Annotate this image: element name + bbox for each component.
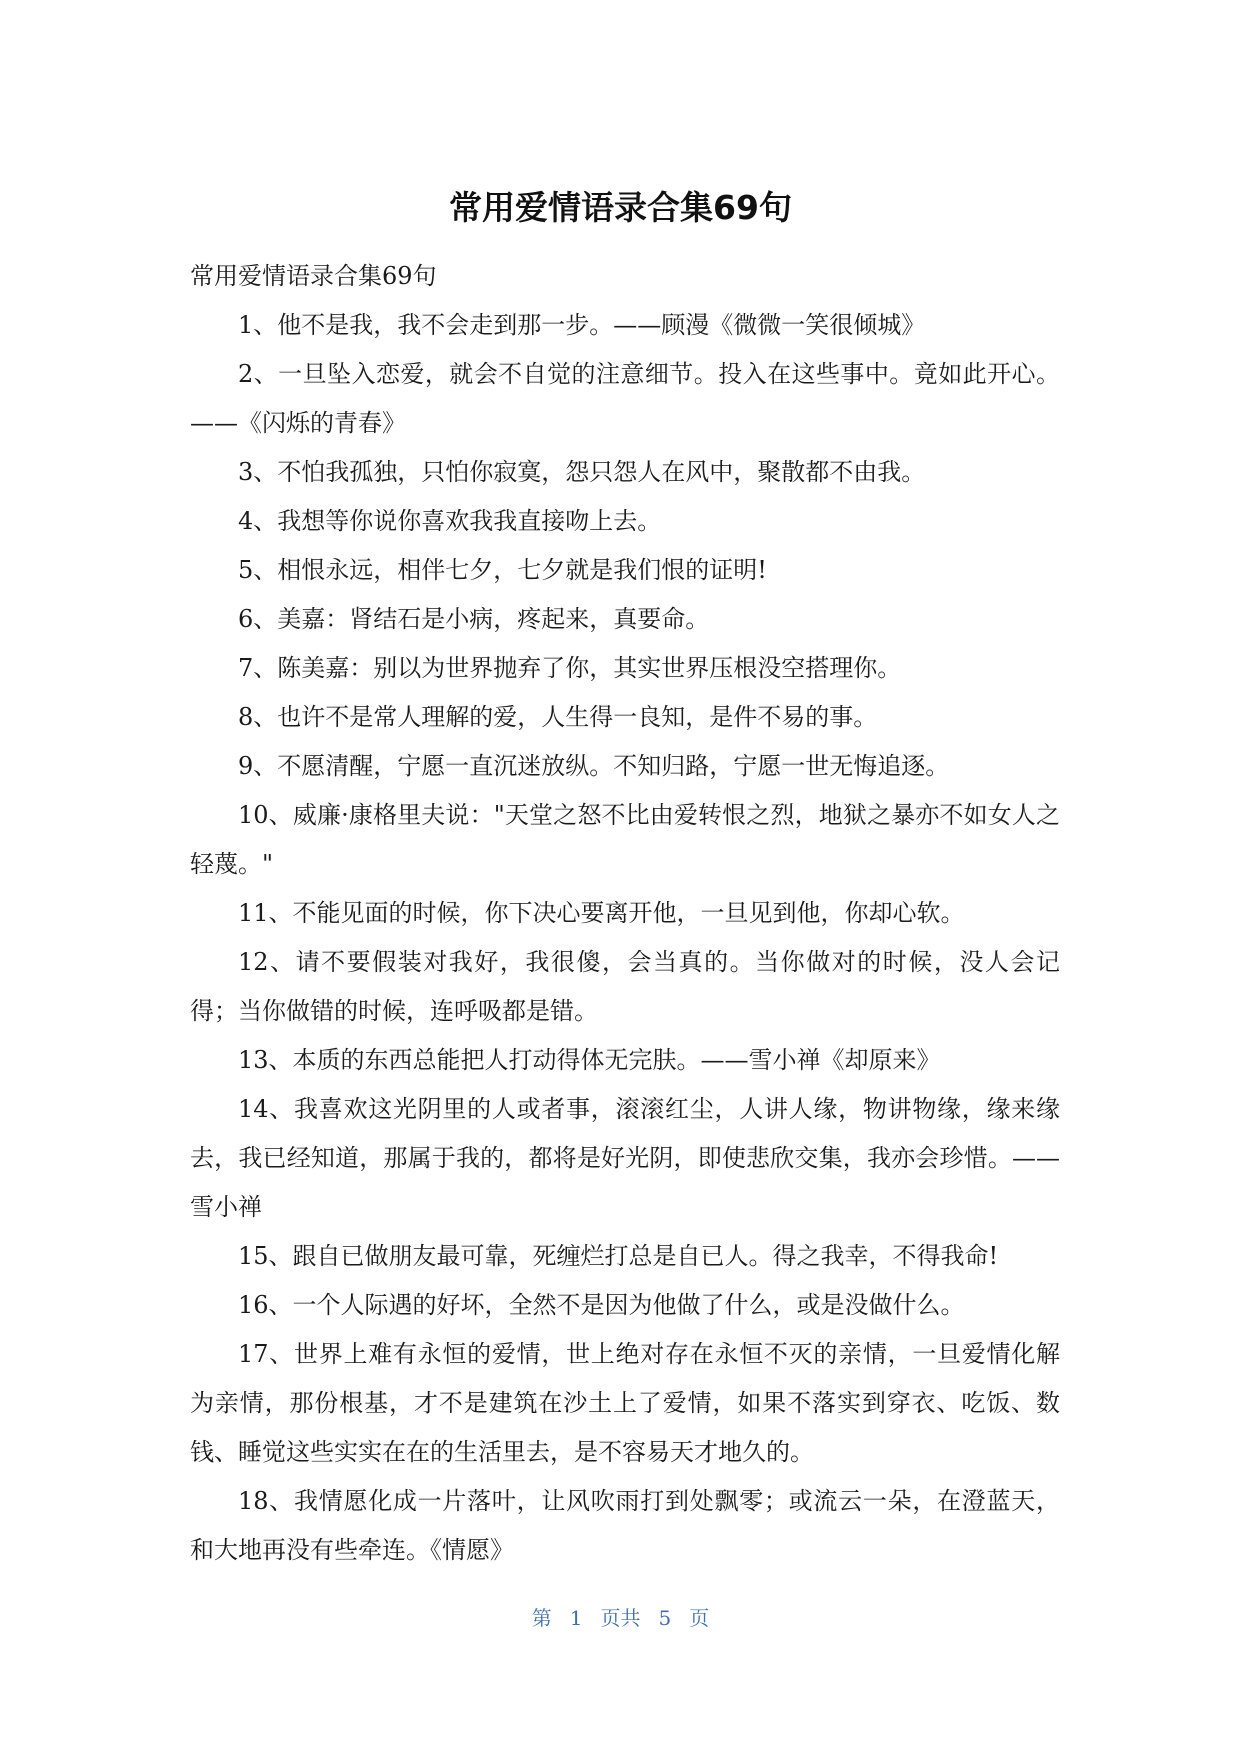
- quote-item: 6、美嘉：肾结石是小病，疼起来，真要命。: [238, 605, 710, 633]
- document-title: 常用爱情语录合集69句: [449, 188, 792, 227]
- quote-item: 7、陈美嘉：别以为世界抛弃了你，其实世界压根没空搭理你。: [238, 654, 902, 682]
- quote-item: 2、一旦坠入恋爱，就会不自觉的注意细节。投入在这些事中。竟如此开心。——《闪烁的青春》: [190, 360, 1060, 437]
- page-footer: [0, 1604, 1241, 1632]
- quote-item: 12、请不要假装对我好，我很傻，会当真的。当你做对的时候，没人会记得；当你做错的时候，连呼吸都是错。: [190, 948, 1060, 1025]
- quote-item: 3、不怕我孤独，只怕你寂寞，怨只怨人在风中，聚散都不由我。: [238, 458, 926, 486]
- document-body: [190, 252, 1060, 1575]
- footer-word-page: 第: [531, 1606, 552, 1630]
- quote-item: 14、我喜欢这光阴里的人或者事，滚滚红尘，人讲人缘，物讲物缘，缘来缘去，我已经知道，那属于我的，都将是好光阴，即使悲欣交集，我亦会珍惜。——雪小禅: [190, 1095, 1060, 1221]
- quote-item: 1、他不是我，我不会走到那一步。——顾漫《微微一笑很倾城》: [238, 311, 926, 339]
- footer-word-end: 页: [689, 1606, 710, 1630]
- quote-item: 17、世界上难有永恒的爱情，世上绝对存在永恒不灭的亲情，一旦爱情化解为亲情，那份根基，才不是建筑在沙土上了爱情，如果不落实到穿衣、吃饭、数钱、睡觉这些实实在在的生活里去，是不容易天才地久的。: [190, 1340, 1060, 1466]
- quote-item: 9、不愿清醒，宁愿一直沉迷放纵。不知归路，宁愿一世无悔追逐。: [238, 752, 950, 780]
- quote-item: 11、不能见面的时候，你下决心要离开他，一旦见到他，你却心软。: [238, 899, 965, 927]
- quote-item: 18、我情愿化成一片落叶，让风吹雨打到处飘零；或流云一朵，在澄蓝天，和大地再没有些牵连。《情愿》: [190, 1487, 1060, 1564]
- total-pages-number: 5: [658, 1606, 672, 1630]
- quote-item: 8、也许不是常人理解的爱，人生得一良知，是件不易的事。: [238, 703, 878, 731]
- footer-word-total: 页共: [600, 1606, 641, 1630]
- quote-item: 16、一个人际遇的好坏，全然不是因为他做了什么，或是没做什么。: [238, 1291, 965, 1319]
- quote-item: 13、本质的东西总能把人打动得体无完肤。——雪小禅《却原来》: [238, 1046, 941, 1074]
- quote-item: 4、我想等你说你喜欢我我直接吻上去。: [238, 507, 662, 535]
- quote-item: 5、相恨永远，相伴七夕，七夕就是我们恨的证明!: [238, 556, 767, 584]
- quote-item: 15、跟自已做朋友最可靠，死缠烂打总是自已人。得之我幸，不得我命!: [238, 1242, 999, 1270]
- current-page-number: 1: [569, 1606, 583, 1630]
- quote-item: 10、威廉·康格里夫说："天堂之怒不比由爱转恨之烈，地狱之暴亦不如女人之轻蔑。": [190, 801, 1060, 878]
- document-subtitle: 常用爱情语录合集69句: [190, 262, 437, 290]
